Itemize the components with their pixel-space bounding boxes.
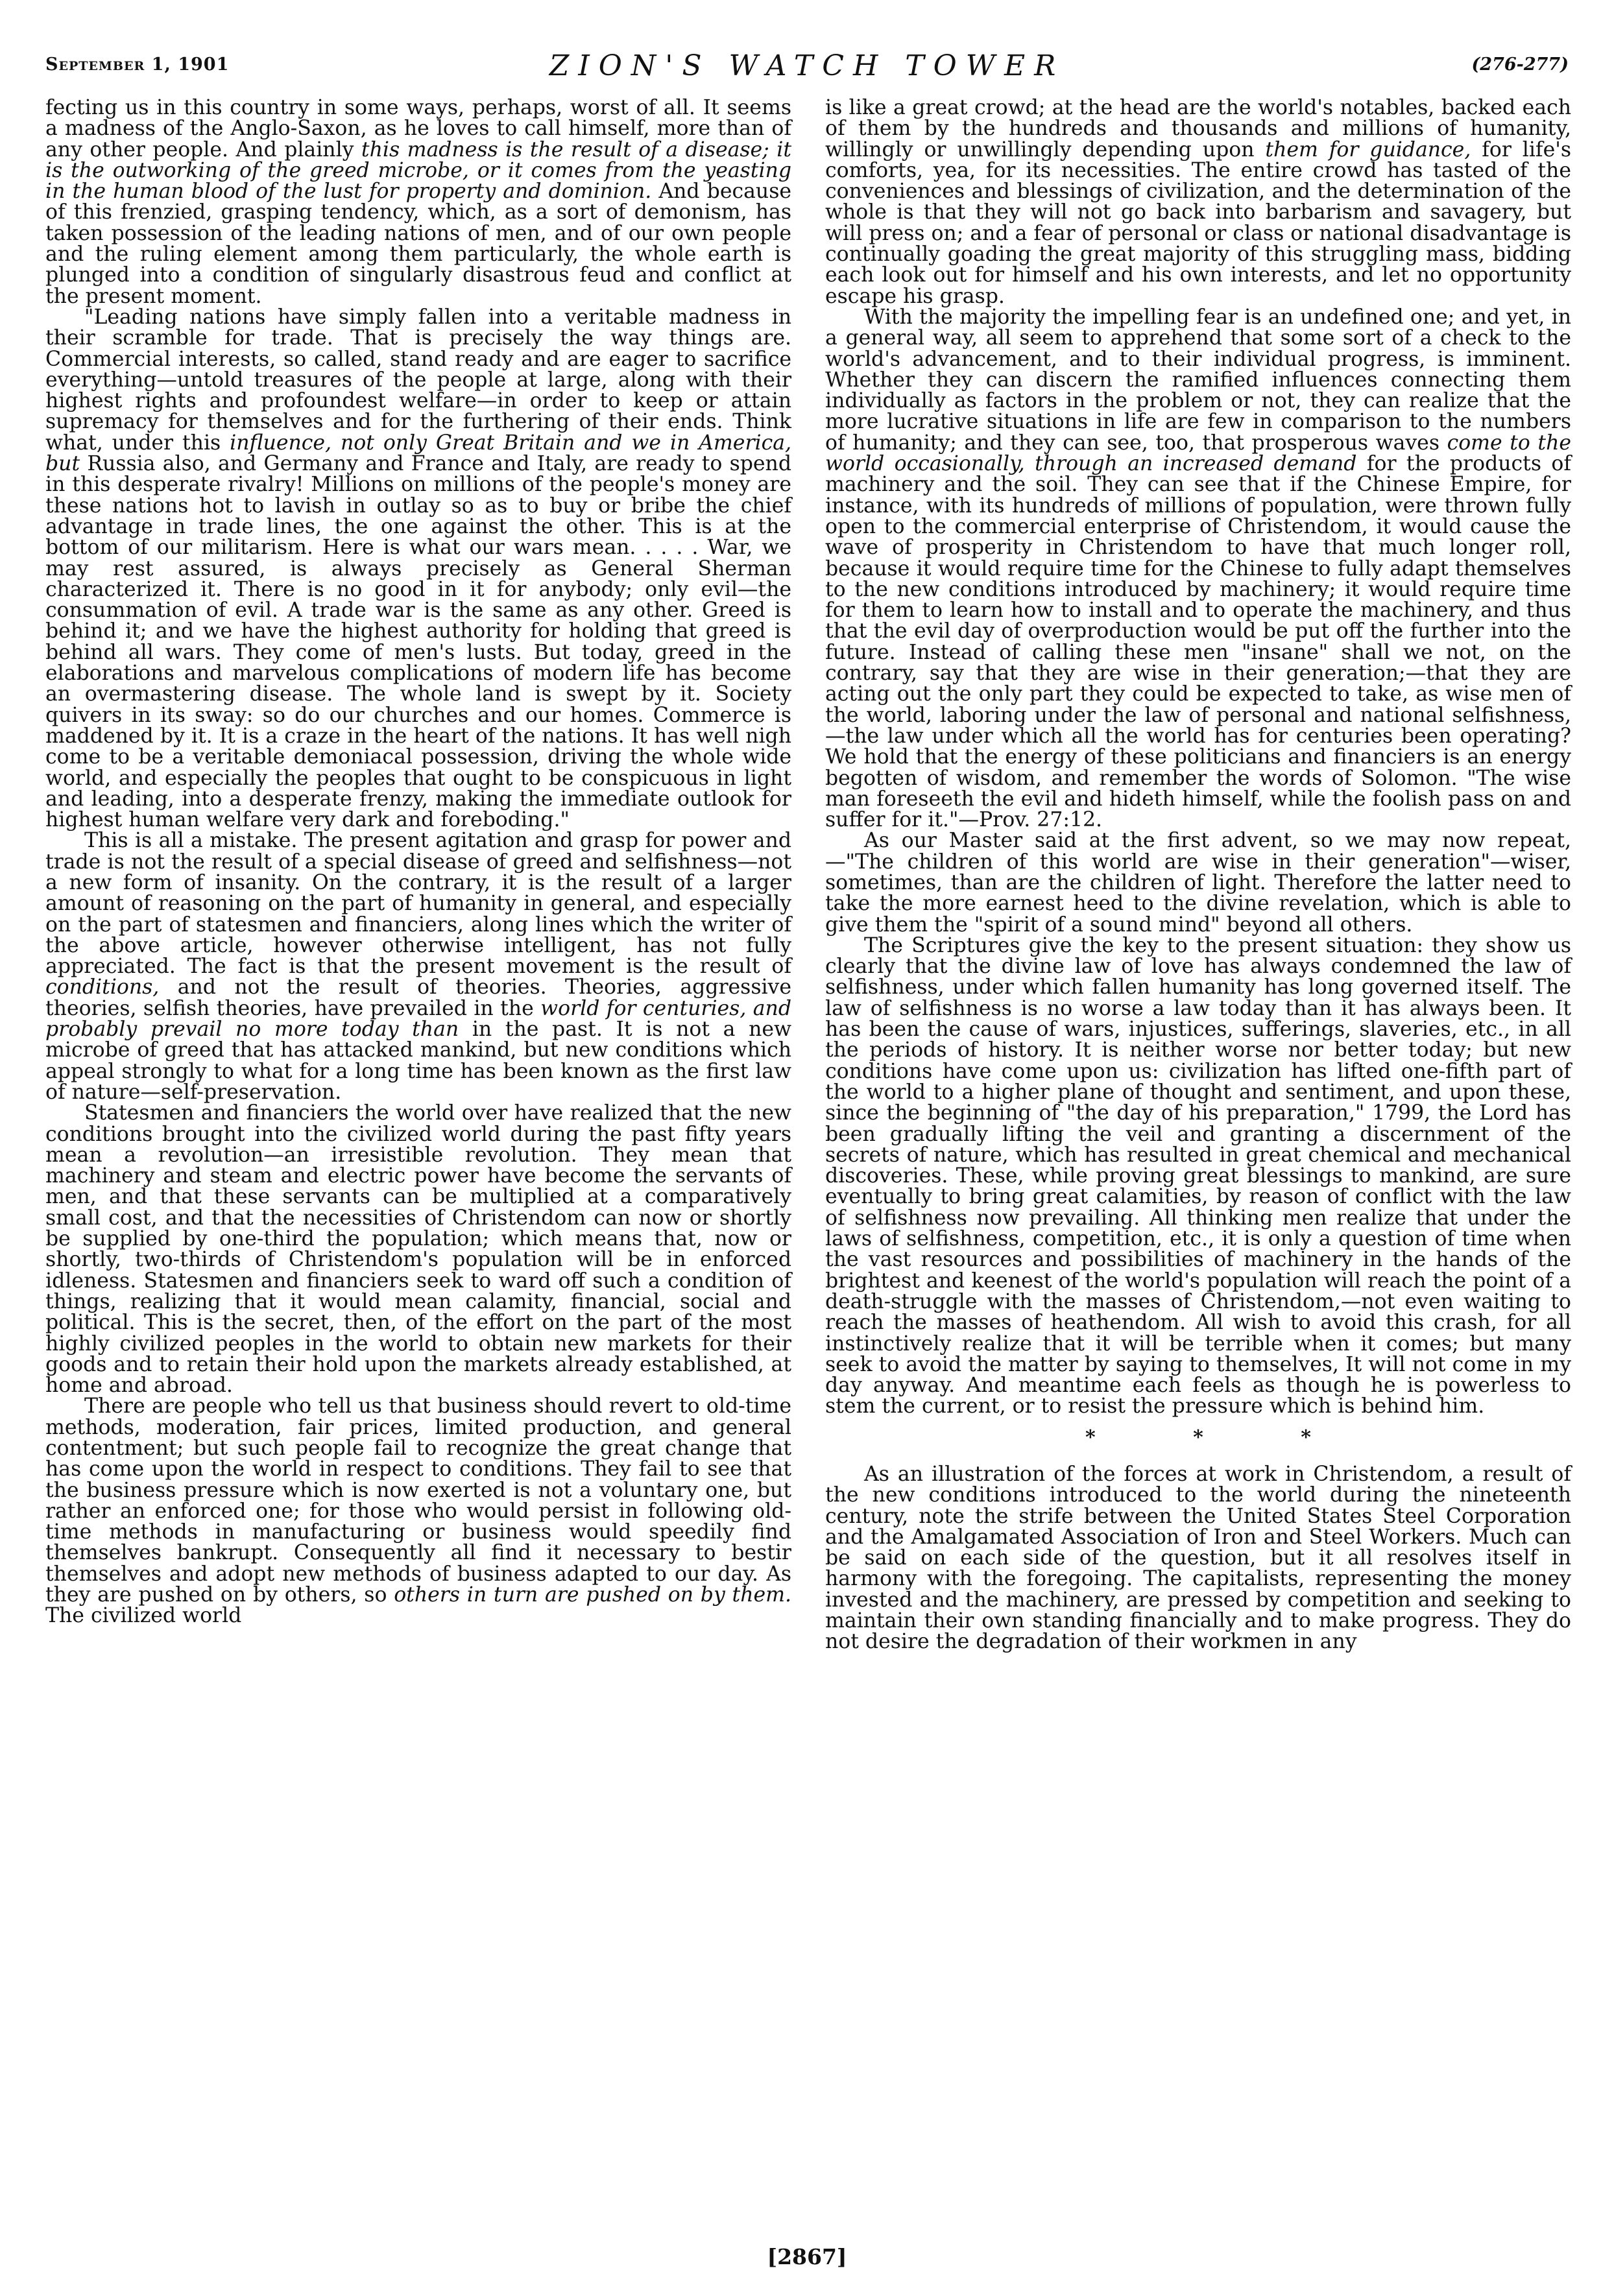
italic-run: world for centuries, and probably prevail no more today than — [45, 996, 791, 1042]
italic-run: this madness is the result of a disease; it is the outworking of the greed microbe, or it comes from the yeasting in the human blood of the lust for property and dominion. — [45, 138, 791, 204]
left-paragraph-5 — [45, 1396, 791, 1626]
text-run: There are people who tell us that business should revert to old-time methods, moderation, fair prices, limited production, and general contentment; but such people fail to recognize the great change that has come upon the world in respect to conditions. They fail to see that the business pressure which is now exerted is not a voluntary one, but rather an enforced one; for those who would persist in following old-time methods in manufacturing or business would speedily find themselves bankrupt. Consequently all find it necessary to bestir themselves and adopt new methods of business adapted to our day. As they are pushed on by others, so — [45, 1394, 791, 1607]
header-date: September 1, 1901 — [45, 54, 230, 75]
right-paragraph-1 — [825, 97, 1571, 307]
text-run: in the past. It is not a new microbe of greed that has attacked mankind, but new conditions which appeal strongly to what for a long time has been known as the first law of nature—self-preservation. — [45, 1018, 791, 1104]
italic-run: others in turn are pushed on by them. — [394, 1583, 792, 1607]
text-run: is like a great crowd; at the head are the world's notables, backed each of them by the hundreds and thousands and millions of humanity, willingly or unwillingly depending upon — [825, 96, 1571, 161]
text-run: and not the result of theories. Theories, aggressive theories, selfish theories, have prevailed in the — [45, 975, 791, 1020]
right-paragraph-5: As an illustration of the forces at work in Christendom, a result of the new conditions introduced to the world during the nineteenth century, note the strife between the United States Steel Corporation and the Amalgamated Association of Iron and Steel Workers. Much can be said on each side of the question, but it all resolves itself in harmony with the foregoing. The capitalists, representing the money invested and the machinery, are pressed by competition and seeking to maintain their own standing financially and to make progress. They do not desire the degradation of their workmen in any — [825, 1463, 1571, 1654]
right-column — [825, 97, 1571, 1653]
italic-run: come to the world occasionally, through an increased demand — [825, 431, 1571, 476]
text-run: And because of this frenzied, grasping tendency, which, as a sort of demonism, has taken possession of the leading nations of men, and of our own people and the ruling element among them particularly, the whole earth is plunged into a condition of singularly disastrous feud and conflict at the present moment. — [45, 180, 792, 308]
text-run: Russia also, and Germany and France and Italy, are ready to spend in this desperate rivalry! Millions on millions of the people's money are these nations hot to lavish in outlay so as to buy or bribe the chief advantage in trade lines, the one against the other. This is at the bottom of our militarism. Here is what our wars mean. . . . . War, we may rest assured, is always precisely as General Sherman characterized it. There is no good in it for anybody; only evil—the consummation of evil. A trade war is the same as any other. Greed is behind it; and we have the highest authority for holding that greed is behind all wars. They come of men's lusts. But today, greed in the elaborations and marvelous complications of modern life has become an overmastering disease. The whole land is swept by it. Society quivers in its sway: so do our churches and our homes. Commerce is maddened by it. It is a craze in the heart of the nations. It has well nigh come to be a veritable demoniacal possession, driving the whole wide world, and especially the peoples that ought to be conspicuous in light and leading, into a desperate frenzy, making the immediate outlook for highest human welfare very dark and foreboding." — [45, 452, 791, 832]
right-paragraph-3: As our Master said at the first advent, so we may now repeat,—"The children of this world are wise in their generation"—wiser, sometimes, than are the children of light. Therefore the latter need to take the more earnest heed to the divine revelation, which is able to give them the "spirit of a sound mind" beyond all others. — [825, 829, 1571, 937]
text-run: fecting us in this country in some ways, perhaps, worst of all. It seems a madness of the Anglo-Saxon, as he loves to call himself, more than of any other people. And plainly — [45, 96, 791, 161]
left-column — [45, 97, 791, 1627]
left-paragraph-2 — [45, 307, 791, 830]
text-run: for the products of machinery and the soil. They can see that if the Chinese Empire, for instance, with its hundreds of millions of population, were thrown fully open to the commercial enterprise of Christendom, it would cause the wave of prosperity in Christendom to have that much longer roll, because it would require time for the Chinese to fully adapt themselves to the new conditions introduced by machinery; it would require time for them to learn how to install and to operate the machinery, and thus that the evil day of overproduction would be put off the further into the future. Instead of calling these men "insane" shall we not, on the contrary, say that they are wise in their generation;—that they are acting out the only part they could be expected to take, as wise men of the world, laboring under the law of personal and national selfishness,—the law under which all the world has for centuries been operating? We hold that the energy of these politicians and financiers is an energy begotten of wisdom, and remember the words of Solomon. "The wise man foreseeth the evil and hideth himself, while the foolish pass on and suffer for it."—Prov. 27:12. — [825, 452, 1572, 832]
italic-run: influence, not only Great Britain and we in America, but — [45, 431, 792, 476]
italic-run: conditions, — [45, 975, 160, 999]
left-paragraph-3 — [45, 830, 791, 1103]
left-paragraph-4: Statesmen and financiers the world over have realized that the new conditions brought into the civilized world during the past fifty years mean a revolution—an irresistible revolution. They mean that machinery and steam and electric power have become the servants of men, and that these servants can be multiplied at a comparatively small cost, and that the necessities of Christendom can now or shortly be supplied by one-third the population; which means that, now or shortly, two-thirds of Christendom's population will be in enforced idleness. Statesmen and financiers seek to ward off such a condition of things, realizing that it would mean calamity, financial, social and political. This is the secret, then, of the effort on the part of the most highly civilized peoples in the world to obtain new markets for their goods and to retain their hold upon the markets already established, at home and abroad. — [45, 1101, 791, 1398]
right-paragraph-4: The Scriptures give the key to the present situation: they show us clearly that the divine law of love has always condemned the law of selfishness, under which fallen humanity has long governed itself. The law of selfishness is no worse a law today than it has always been. It has been the cause of wars, injustices, sufferings, slaveries, etc., in all the periods of history. It is neither worse nor better today; but new conditions have come upon us: civilization has lifted one-fifth part of the world to a higher plane of thought and sentiment, and upon these, since the beginning of "the day of his preparation," 1799, the Lord has been gradually lifting the veil and granting a discernment of the secrets of nature, which has resulted in great chemical and mechanical discoveries. These, while proving great blessings to mankind, are sure eventually to bring great calamities, by reason of conflict with the law of selfishness now prevailing. All thinking men realize that under the laws of selfishness, competition, etc., it is only a question of time when the vast resources and possibilities of machinery in the hands of the brightest and keenest of the world's population will reach the point of a death-struggle with the masses of Christendom,—not even waiting to reach the masses of heathendom. All wish to avoid this crash, for all instinctively realize that it will be terrible when it comes; but many seek to avoid the matter by saying to themselves, It will not come in my day anyway. And meantime each feels as though he is powerless to stem the current, or to resist the pressure which is behind him. — [825, 933, 1571, 1418]
text-run: This is all a mistake. The present agitation and grasp for power and trade is not the result of a special disease of greed and selfishness—not a new form of insanity. On the contrary, it is the result of a larger amount of reasoning on the part of humanity in general, and especially on the part of statesmen and financiers, along lines which the writer of the above article, however otherwise intelligent, has not fully appreciated. The fact is that the present movement is the result of — [45, 829, 791, 979]
page-header — [45, 49, 1569, 86]
section-break-stars: * * * — [1085, 1426, 1356, 1449]
text-run: With the majority the impelling fear is an undefined one; and yet, in a general way, all seem to apprehend that some sort of a check to the world's advancement, and to their individual progress, is imminent. Whether they can discern the ramified influences connecting them individually as factors in the problem or not, they can realize that the more lucrative situations in life are few in comparison to the numbers of humanity; and they can see, too, that prosperous waves — [825, 305, 1571, 455]
italic-run: them for guidance, — [1265, 138, 1471, 161]
left-paragraph-1 — [45, 97, 791, 307]
page-number: [2867] — [767, 2244, 847, 2269]
header-title: ZION'S WATCH TOWER — [549, 49, 1065, 82]
right-paragraph-2 — [825, 307, 1571, 830]
text-run: The civilized world — [45, 1604, 242, 1628]
text-run: "Leading nations have simply fallen into a veritable madness in their scramble for trade. That is precisely the way things are. Commercial interests, so called, stand ready and are eager to sacrifice everything—untold treasures of the people at large, along with their highest rights and profoundest welfare—in order to keep or attain supremacy for themselves and for the furthering of their ends. Think what, under this — [45, 305, 791, 455]
text-run: for life's comforts, yea, for its necessities. The entire crowd has tasted of the conveniences and blessings of civilization, and the determination of the whole is that they will not go back into barbarism and savagery, but will press on; and a fear of personal or class or national disadvantage is continually goading the great majority of this struggling mass, bidding each look out for himself and his own interests, and let no opportunity escape his grasp. — [825, 138, 1572, 308]
header-page-range: (276-277) — [1471, 54, 1569, 75]
